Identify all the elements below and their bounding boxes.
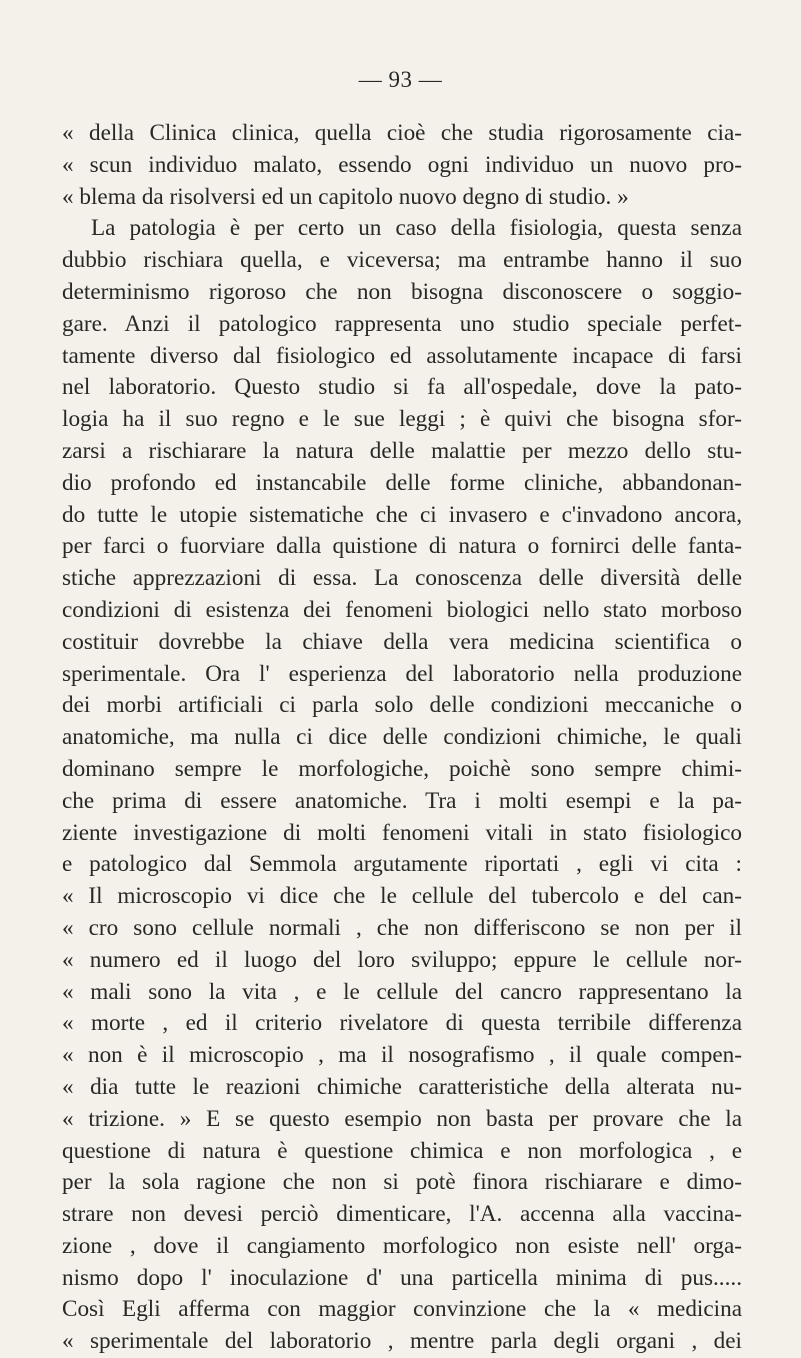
text-line: « cro sono cellule normali , che non differiscono se non per il (62, 914, 742, 941)
text-line: La patologia è per certo un caso della fisiologia, questa senza (91, 215, 742, 242)
text-line: nel laboratorio. Questo studio si fa all'ospedale, dove la pato- (62, 374, 742, 401)
text-line: do tutte le utopie sistematiche che ci invasero e c'invadono ancora, (62, 501, 742, 528)
text-line: zione , dove il cangiamento morfologico non esiste nell' orga- (62, 1232, 742, 1259)
text-line: dubbio rischiara quella, e viceversa; ma entrambe hanno il suo (62, 247, 742, 274)
text-line: sperimentale. Ora l' esperienza del laboratorio nella produzione (62, 660, 742, 687)
text-line: tamente diverso dal fisiologico ed assolutamente incapace di farsi (62, 342, 742, 369)
text-line: logia ha il suo regno e le sue leggi ; è quivi che bisogna sfor- (62, 406, 742, 433)
text-line: e patologico dal Semmola argutamente riportati , egli vi cita : (62, 851, 742, 878)
text-line: nismo dopo l' inoculazione d' una particella minima di pus..... (62, 1264, 742, 1291)
text-line: stiche apprezzazioni di essa. La conoscenza delle diversità delle (62, 565, 742, 592)
text-line: condizioni di esistenza dei fenomeni biologici nello stato morboso (62, 596, 742, 623)
text-line: dio profondo ed instancabile delle forme cliniche, abbandonan- (62, 469, 742, 496)
text-line: « morte , ed il criterio rivelatore di questa terribile differenza (62, 1010, 742, 1037)
text-line: « trizione. » E se questo esempio non basta per provare che la (62, 1105, 742, 1132)
text-line: per farci o fuorviare dalla quistione di natura o fornirci delle fanta- (62, 533, 742, 560)
text-line: « numero ed il luogo del loro sviluppo; eppure le cellule nor- (62, 946, 742, 973)
text-line: « scun individuo malato, essendo ogni individuo un nuovo pro- (62, 151, 742, 178)
text-line: « blema da risolversi ed un capitolo nuovo degno di studio. » (62, 183, 629, 210)
text-line: « sperimentale del laboratorio , mentre parla degli organi , dei (62, 1328, 742, 1355)
body-text (62, 118, 742, 1358)
text-line: gare. Anzi il patologico rappresenta uno studio speciale perfet- (62, 310, 742, 337)
text-line: anatomiche, ma nulla ci dice delle condizioni chimiche, le quali (62, 724, 742, 751)
text-line: « della Clinica clinica, quella cioè che studia rigorosamente cia- (62, 120, 742, 146)
page-number-header: — 93 — (358, 67, 443, 92)
text-line: dei morbi artificiali ci parla solo delle condizioni meccaniche o (62, 692, 742, 719)
text-line: che prima di essere anatomiche. Tra i molti esempi e la pa- (62, 787, 742, 814)
text-line: « non è il microscopio , ma il nosografismo , il quale compen- (62, 1042, 742, 1069)
text-line: determinismo rigoroso che non bisogna disconoscere o soggio- (62, 278, 742, 305)
text-line: ziente investigazione di molti fenomeni vitali in stato fisiologico (62, 819, 742, 846)
text-line: « dia tutte le reazioni chimiche caratteristiche della alterata nu- (62, 1073, 742, 1100)
text-line: dominano sempre le morfologiche, poichè sono sempre chimi- (62, 755, 742, 782)
text-line: Così Egli afferma con maggior convinzione che la « medicina (62, 1296, 742, 1323)
text-line: strare non devesi perciò dimenticare, l'A. accenna alla vaccina- (62, 1201, 742, 1228)
text-line: questione di natura è questione chimica e non morfologica , e (62, 1137, 742, 1164)
text-line: « mali sono la vita , e le cellule del cancro rappresentano la (62, 978, 742, 1005)
text-line: « Il microscopio vi dice che le cellule del tubercolo e del can- (62, 883, 742, 910)
text-line: zarsi a rischiarare la natura delle malattie per mezzo dello stu- (62, 437, 742, 464)
text-line: per la sola ragione che non si potè finora rischiarare e dimo- (62, 1169, 742, 1196)
text-line: costituir dovrebbe la chiave della vera medicina scientifica o (62, 628, 742, 655)
